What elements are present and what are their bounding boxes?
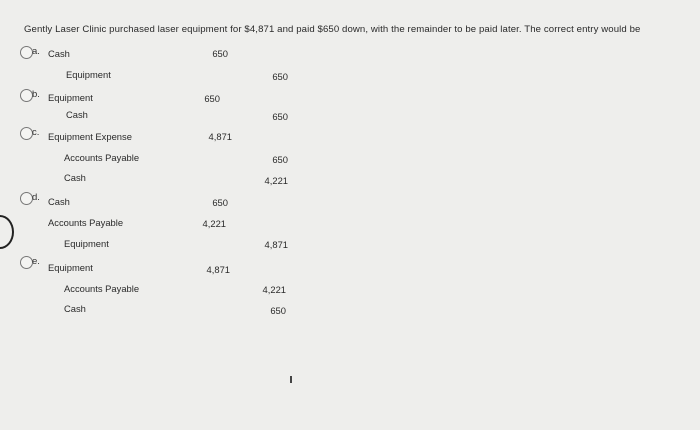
option-e-account-1: Equipment: [48, 262, 93, 273]
option-e-credit-2: 4,221: [262, 284, 286, 295]
option-e-account-2: Accounts Payable: [64, 283, 140, 294]
option-a-account-1: Cash: [48, 48, 70, 59]
option-b-debit-1: 650: [204, 93, 220, 104]
option-e-credit-3: 650: [270, 305, 286, 316]
option-e-debit-1: 4,871: [206, 264, 230, 275]
option-d-account-1: Cash: [48, 196, 70, 207]
option-c-credit-3: 4,221: [264, 175, 288, 186]
option-d-debit-1: 650: [212, 197, 228, 208]
option-b-account-2: Cash: [66, 109, 88, 120]
option-b-letter: b.: [32, 89, 40, 100]
option-b-account-1: Equipment: [48, 92, 93, 103]
option-a-account-2: Equipment: [66, 69, 111, 80]
option-c-letter: c.: [32, 127, 40, 138]
option-a-letter: a.: [32, 46, 40, 57]
option-d-debit-2: 4,221: [202, 218, 226, 229]
question-text: Gently Laser Clinic purchased laser equipment for $4,871 and paid $650 down, with the remainder to be paid later. The correct entry would be: [24, 24, 641, 35]
option-b-credit-2: 650: [272, 111, 288, 122]
side-bracket-mark: [0, 215, 14, 249]
option-a-debit-1: 650: [212, 48, 228, 59]
option-c-credit-2: 650: [272, 154, 288, 165]
option-c-debit-1: 4,871: [208, 131, 232, 142]
option-d-letter: d.: [32, 192, 40, 203]
option-e-account-3: Cash: [64, 303, 86, 314]
option-d-credit-3: 4,871: [264, 239, 288, 250]
option-c-account-1: Equipment Expense: [48, 131, 132, 142]
option-c-account-2: Accounts Payable: [64, 152, 140, 163]
option-e-letter: e.: [32, 256, 40, 267]
option-a-credit-2: 650: [272, 71, 288, 82]
option-c-account-3: Cash: [64, 172, 86, 183]
text-cursor: [290, 376, 292, 383]
option-d-account-3: Equipment: [64, 238, 109, 249]
option-d-account-2: Accounts Payable: [48, 217, 124, 228]
